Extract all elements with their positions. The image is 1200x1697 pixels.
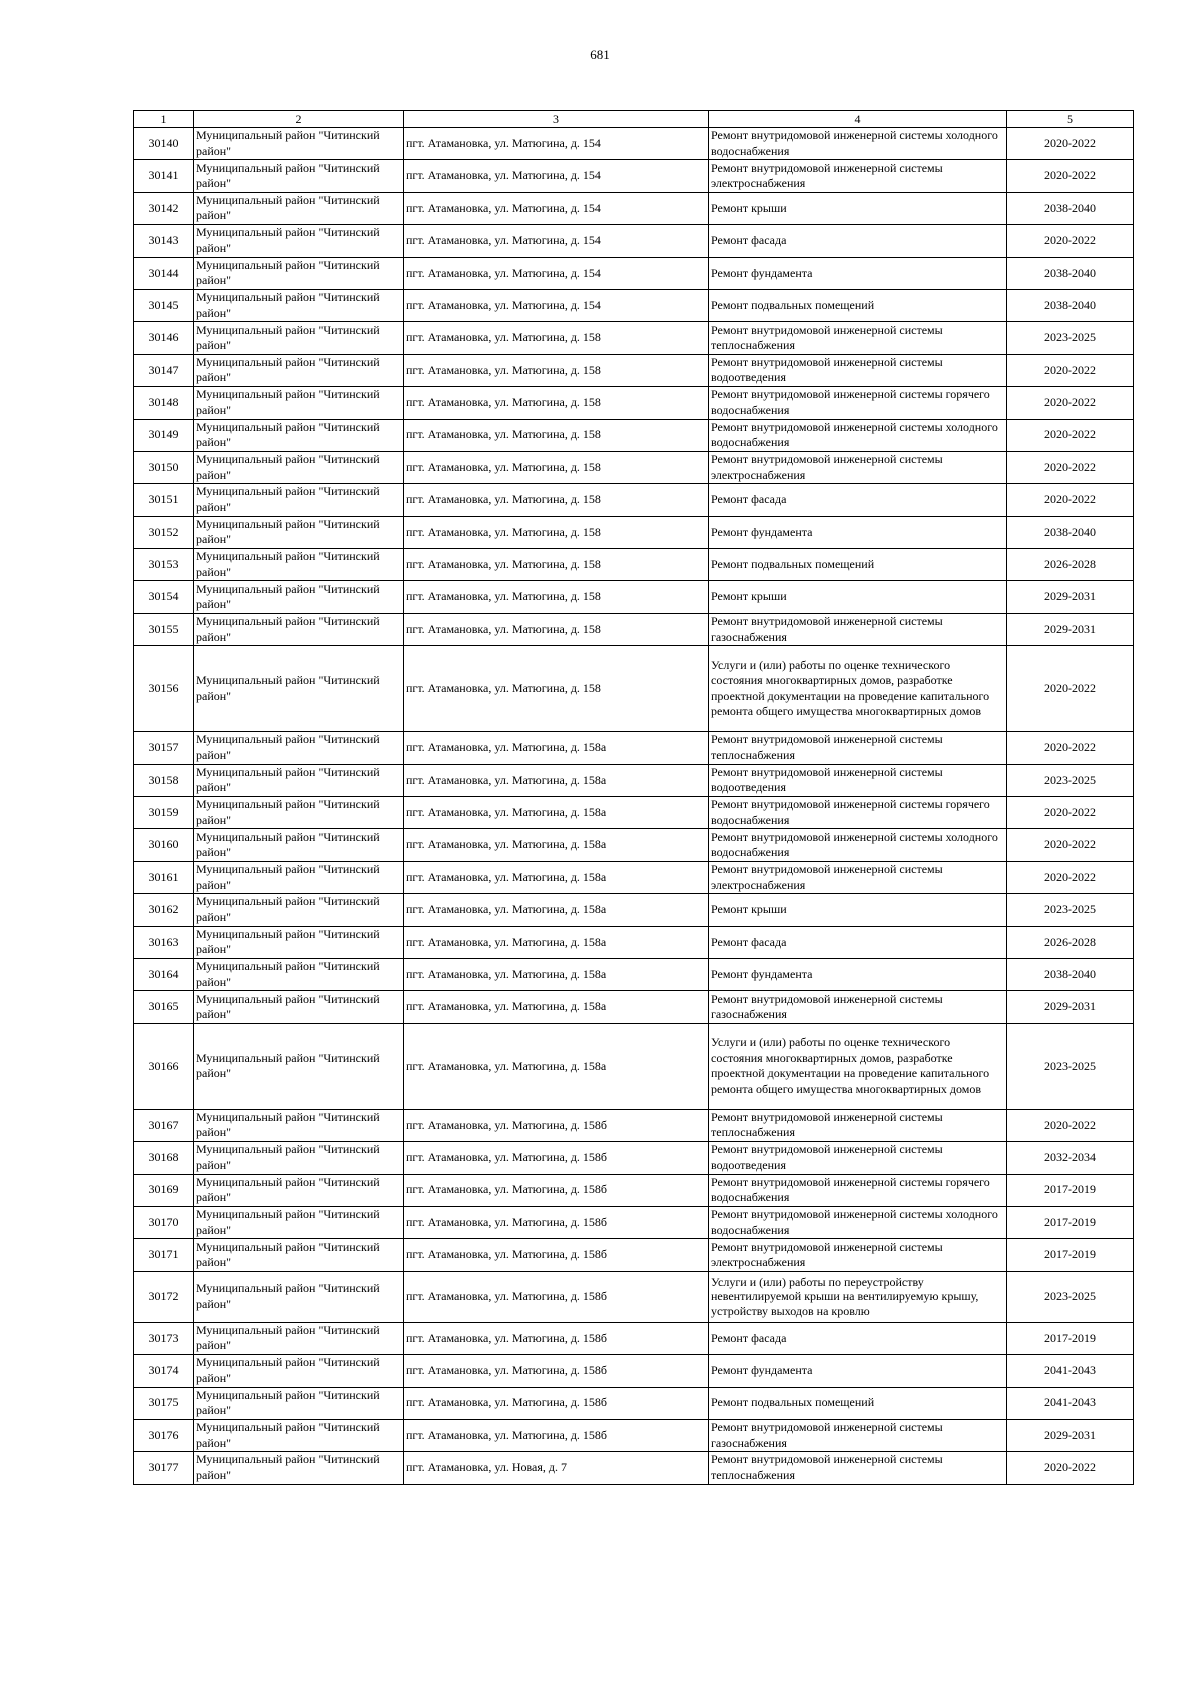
cell-period: 2020-2022	[1007, 861, 1134, 893]
cell-period: 2038-2040	[1007, 516, 1134, 548]
cell-municipality: Муниципальный район "Читинский район"	[194, 1322, 404, 1354]
cell-period: 2038-2040	[1007, 257, 1134, 289]
cell-municipality: Муниципальный район "Читинский район"	[194, 646, 404, 732]
page-number: 681	[590, 47, 610, 62]
cell-work-type: Ремонт внутридомовой инженерной системы газоснабжения	[709, 1419, 1007, 1451]
cell-work-type: Ремонт внутридомовой инженерной системы газоснабжения	[709, 613, 1007, 645]
cell-period: 2017-2019	[1007, 1322, 1134, 1354]
table-row	[134, 613, 1134, 645]
header-row	[134, 111, 1134, 128]
cell-period: 2038-2040	[1007, 289, 1134, 321]
cell-number: 30164	[134, 958, 194, 990]
cell-municipality: Муниципальный район "Читинский район"	[194, 1239, 404, 1271]
cell-number: 30142	[134, 192, 194, 224]
cell-period: 2017-2019	[1007, 1174, 1134, 1206]
header-col-5: 5	[1007, 111, 1134, 128]
cell-address: пгт. Атамановка, ул. Матюгина, д. 154	[404, 128, 709, 160]
cell-period: 2020-2022	[1007, 451, 1134, 483]
table-row	[134, 128, 1134, 160]
cell-address: пгт. Атамановка, ул. Матюгина, д. 158	[404, 419, 709, 451]
cell-work-type: Ремонт крыши	[709, 894, 1007, 926]
header-col-4: 4	[709, 111, 1007, 128]
cell-period: 2032-2034	[1007, 1142, 1134, 1174]
table-row	[134, 257, 1134, 289]
table-row	[134, 322, 1134, 354]
table-body	[134, 128, 1134, 1485]
cell-address: пгт. Атамановка, ул. Матюгина, д. 158б	[404, 1387, 709, 1419]
cell-municipality: Муниципальный район "Читинский район"	[194, 192, 404, 224]
cell-address: пгт. Атамановка, ул. Матюгина, д. 158а	[404, 797, 709, 829]
cell-number: 30159	[134, 797, 194, 829]
cell-address: пгт. Атамановка, ул. Матюгина, д. 158	[404, 451, 709, 483]
table-row	[134, 387, 1134, 419]
cell-municipality: Муниципальный район "Читинский район"	[194, 128, 404, 160]
cell-address: пгт. Атамановка, ул. Новая, д. 7	[404, 1452, 709, 1484]
cell-number: 30172	[134, 1271, 194, 1322]
cell-address: пгт. Атамановка, ул. Матюгина, д. 158б	[404, 1109, 709, 1141]
cell-work-type: Ремонт подвальных помещений	[709, 1387, 1007, 1419]
table-row	[134, 1239, 1134, 1271]
table-row	[134, 991, 1134, 1023]
cell-work-type: Ремонт внутридомовой инженерной системы холодного водоснабжения	[709, 1206, 1007, 1238]
cell-address: пгт. Атамановка, ул. Матюгина, д. 158	[404, 387, 709, 419]
cell-address: пгт. Атамановка, ул. Матюгина, д. 158а	[404, 1023, 709, 1109]
cell-address: пгт. Атамановка, ул. Матюгина, д. 154	[404, 257, 709, 289]
cell-number: 30146	[134, 322, 194, 354]
cell-municipality: Муниципальный район "Читинский район"	[194, 322, 404, 354]
cell-work-type: Ремонт внутридомовой инженерной системы водоотведения	[709, 354, 1007, 386]
cell-address: пгт. Атамановка, ул. Матюгина, д. 158б	[404, 1174, 709, 1206]
cell-work-type: Услуги и (или) работы по оценке технического состояния многоквартирных домов, разработке проектной документации на проведение капитального ремонта общего имущества многоквартирных домов	[709, 646, 1007, 732]
cell-municipality: Муниципальный район "Читинский район"	[194, 1206, 404, 1238]
cell-number: 30167	[134, 1109, 194, 1141]
table-row	[134, 581, 1134, 613]
cell-municipality: Муниципальный район "Читинский район"	[194, 549, 404, 581]
cell-period: 2023-2025	[1007, 1271, 1134, 1322]
cell-address: пгт. Атамановка, ул. Матюгина, д. 158б	[404, 1142, 709, 1174]
cell-period: 2020-2022	[1007, 732, 1134, 764]
cell-period: 2020-2022	[1007, 128, 1134, 160]
cell-address: пгт. Атамановка, ул. Матюгина, д. 158а	[404, 894, 709, 926]
cell-number: 30161	[134, 861, 194, 893]
cell-address: пгт. Атамановка, ул. Матюгина, д. 158б	[404, 1419, 709, 1451]
table-row	[134, 958, 1134, 990]
cell-municipality: Муниципальный район "Читинский район"	[194, 160, 404, 192]
table-row	[134, 354, 1134, 386]
cell-address: пгт. Атамановка, ул. Матюгина, д. 158а	[404, 926, 709, 958]
cell-work-type: Ремонт внутридомовой инженерной системы горячего водоснабжения	[709, 1174, 1007, 1206]
cell-number: 30153	[134, 549, 194, 581]
table-row	[134, 1206, 1134, 1238]
cell-work-type: Ремонт внутридомовой инженерной системы электроснабжения	[709, 451, 1007, 483]
cell-number: 30158	[134, 764, 194, 796]
cell-work-type: Ремонт внутридомовой инженерной системы водоотведения	[709, 764, 1007, 796]
cell-work-type: Ремонт внутридомовой инженерной системы водоотведения	[709, 1142, 1007, 1174]
table-row	[134, 646, 1134, 732]
cell-work-type: Ремонт фасада	[709, 926, 1007, 958]
cell-address: пгт. Атамановка, ул. Матюгина, д. 158	[404, 484, 709, 516]
cell-number: 30145	[134, 289, 194, 321]
table-row	[134, 1174, 1134, 1206]
cell-municipality: Муниципальный район "Читинский район"	[194, 861, 404, 893]
cell-period: 2020-2022	[1007, 646, 1134, 732]
cell-period: 2020-2022	[1007, 1109, 1134, 1141]
cell-work-type: Ремонт внутридомовой инженерной системы электроснабжения	[709, 861, 1007, 893]
cell-address: пгт. Атамановка, ул. Матюгина, д. 158б	[404, 1206, 709, 1238]
cell-address: пгт. Атамановка, ул. Матюгина, д. 158	[404, 549, 709, 581]
cell-work-type: Ремонт внутридомовой инженерной системы горячего водоснабжения	[709, 387, 1007, 419]
cell-number: 30150	[134, 451, 194, 483]
cell-number: 30176	[134, 1419, 194, 1451]
cell-municipality: Муниципальный район "Читинский район"	[194, 387, 404, 419]
cell-work-type: Ремонт крыши	[709, 581, 1007, 613]
table-row	[134, 1142, 1134, 1174]
cell-work-type: Ремонт внутридомовой инженерной системы горячего водоснабжения	[709, 797, 1007, 829]
cell-period: 2029-2031	[1007, 1419, 1134, 1451]
table-row	[134, 160, 1134, 192]
cell-address: пгт. Атамановка, ул. Матюгина, д. 158а	[404, 764, 709, 796]
cell-period: 2020-2022	[1007, 225, 1134, 257]
cell-number: 30140	[134, 128, 194, 160]
cell-work-type: Услуги и (или) работы по переустройству невентилируемой крыши на вентилируемую крышу, устройству выходов на кровлю	[709, 1271, 1007, 1322]
cell-work-type: Услуги и (или) работы по оценке технического состояния многоквартирных домов, разработке проектной документации на проведение капитального ремонта общего имущества многоквартирных домов	[709, 1023, 1007, 1109]
cell-municipality: Муниципальный район "Читинский район"	[194, 1142, 404, 1174]
cell-municipality: Муниципальный район "Читинский район"	[194, 1419, 404, 1451]
table-row	[134, 1023, 1134, 1109]
cell-work-type: Ремонт подвальных помещений	[709, 549, 1007, 581]
cell-work-type: Ремонт фасада	[709, 225, 1007, 257]
cell-work-type: Ремонт внутридомовой инженерной системы газоснабжения	[709, 991, 1007, 1023]
cell-period: 2026-2028	[1007, 926, 1134, 958]
cell-period: 2020-2022	[1007, 484, 1134, 516]
cell-number: 30152	[134, 516, 194, 548]
registry-table	[133, 110, 1134, 1485]
cell-address: пгт. Атамановка, ул. Матюгина, д. 158	[404, 322, 709, 354]
cell-address: пгт. Атамановка, ул. Матюгина, д. 154	[404, 289, 709, 321]
cell-work-type: Ремонт крыши	[709, 192, 1007, 224]
cell-municipality: Муниципальный район "Читинский район"	[194, 1355, 404, 1387]
table-row	[134, 484, 1134, 516]
cell-number: 30163	[134, 926, 194, 958]
table-row	[134, 225, 1134, 257]
cell-municipality: Муниципальный район "Читинский район"	[194, 484, 404, 516]
cell-work-type: Ремонт внутридомовой инженерной системы теплоснабжения	[709, 322, 1007, 354]
cell-address: пгт. Атамановка, ул. Матюгина, д. 158а	[404, 732, 709, 764]
cell-municipality: Муниципальный район "Читинский район"	[194, 797, 404, 829]
cell-number: 30154	[134, 581, 194, 613]
cell-period: 2023-2025	[1007, 1023, 1134, 1109]
table-row	[134, 516, 1134, 548]
cell-number: 30162	[134, 894, 194, 926]
table-row	[134, 894, 1134, 926]
cell-municipality: Муниципальный район "Читинский район"	[194, 354, 404, 386]
cell-period: 2038-2040	[1007, 192, 1134, 224]
cell-period: 2041-2043	[1007, 1387, 1134, 1419]
cell-work-type: Ремонт внутридомовой инженерной системы холодного водоснабжения	[709, 419, 1007, 451]
table-row	[134, 1419, 1134, 1451]
cell-address: пгт. Атамановка, ул. Матюгина, д. 158б	[404, 1322, 709, 1354]
table-row	[134, 549, 1134, 581]
cell-period: 2020-2022	[1007, 160, 1134, 192]
cell-work-type: Ремонт фундамента	[709, 958, 1007, 990]
cell-address: пгт. Атамановка, ул. Матюгина, д. 158	[404, 581, 709, 613]
table-row	[134, 419, 1134, 451]
table-row	[134, 1109, 1134, 1141]
cell-work-type: Ремонт внутридомовой инженерной системы холодного водоснабжения	[709, 128, 1007, 160]
cell-number: 30174	[134, 1355, 194, 1387]
cell-address: пгт. Атамановка, ул. Матюгина, д. 158	[404, 613, 709, 645]
cell-municipality: Муниципальный район "Читинский район"	[194, 1387, 404, 1419]
cell-period: 2026-2028	[1007, 549, 1134, 581]
cell-number: 30148	[134, 387, 194, 419]
cell-period: 2023-2025	[1007, 764, 1134, 796]
cell-municipality: Муниципальный район "Читинский район"	[194, 419, 404, 451]
table-row	[134, 829, 1134, 861]
cell-number: 30155	[134, 613, 194, 645]
cell-address: пгт. Атамановка, ул. Матюгина, д. 158б	[404, 1271, 709, 1322]
cell-number: 30168	[134, 1142, 194, 1174]
table-row	[134, 861, 1134, 893]
cell-number: 30160	[134, 829, 194, 861]
cell-municipality: Муниципальный район "Читинский район"	[194, 1174, 404, 1206]
cell-address: пгт. Атамановка, ул. Матюгина, д. 154	[404, 160, 709, 192]
table-row	[134, 451, 1134, 483]
cell-number: 30175	[134, 1387, 194, 1419]
table-header	[134, 111, 1134, 128]
cell-period: 2041-2043	[1007, 1355, 1134, 1387]
cell-period: 2029-2031	[1007, 581, 1134, 613]
cell-municipality: Муниципальный район "Читинский район"	[194, 516, 404, 548]
cell-municipality: Муниципальный район "Читинский район"	[194, 829, 404, 861]
cell-address: пгт. Атамановка, ул. Матюгина, д. 158а	[404, 829, 709, 861]
cell-municipality: Муниципальный район "Читинский район"	[194, 451, 404, 483]
cell-address: пгт. Атамановка, ул. Матюгина, д. 158б	[404, 1355, 709, 1387]
cell-number: 30147	[134, 354, 194, 386]
cell-period: 2020-2022	[1007, 354, 1134, 386]
table-row	[134, 1387, 1134, 1419]
cell-work-type: Ремонт подвальных помещений	[709, 289, 1007, 321]
cell-work-type: Ремонт фундамента	[709, 1355, 1007, 1387]
cell-municipality: Муниципальный район "Читинский район"	[194, 926, 404, 958]
table-row	[134, 1271, 1134, 1322]
table-row	[134, 289, 1134, 321]
cell-number: 30156	[134, 646, 194, 732]
cell-municipality: Муниципальный район "Читинский район"	[194, 257, 404, 289]
cell-municipality: Муниципальный район "Читинский район"	[194, 894, 404, 926]
cell-work-type: Ремонт фасада	[709, 484, 1007, 516]
cell-period: 2023-2025	[1007, 322, 1134, 354]
cell-number: 30149	[134, 419, 194, 451]
cell-municipality: Муниципальный район "Читинский район"	[194, 991, 404, 1023]
cell-period: 2023-2025	[1007, 894, 1134, 926]
cell-work-type: Ремонт внутридомовой инженерной системы электроснабжения	[709, 1239, 1007, 1271]
cell-work-type: Ремонт фундамента	[709, 516, 1007, 548]
cell-number: 30157	[134, 732, 194, 764]
cell-municipality: Муниципальный район "Читинский район"	[194, 958, 404, 990]
cell-period: 2038-2040	[1007, 958, 1134, 990]
cell-address: пгт. Атамановка, ул. Матюгина, д. 158а	[404, 861, 709, 893]
cell-work-type: Ремонт фасада	[709, 1322, 1007, 1354]
cell-number: 30170	[134, 1206, 194, 1238]
header-col-2: 2	[194, 111, 404, 128]
table-row	[134, 926, 1134, 958]
cell-municipality: Муниципальный район "Читинский район"	[194, 289, 404, 321]
header-col-1: 1	[134, 111, 194, 128]
cell-period: 2029-2031	[1007, 613, 1134, 645]
cell-address: пгт. Атамановка, ул. Матюгина, д. 158	[404, 516, 709, 548]
cell-number: 30141	[134, 160, 194, 192]
cell-period: 2020-2022	[1007, 419, 1134, 451]
table-row	[134, 1355, 1134, 1387]
cell-period: 2020-2022	[1007, 797, 1134, 829]
cell-period: 2017-2019	[1007, 1239, 1134, 1271]
cell-municipality: Муниципальный район "Читинский район"	[194, 1452, 404, 1484]
cell-period: 2017-2019	[1007, 1206, 1134, 1238]
cell-number: 30144	[134, 257, 194, 289]
cell-number: 30165	[134, 991, 194, 1023]
cell-address: пгт. Атамановка, ул. Матюгина, д. 158	[404, 646, 709, 732]
cell-municipality: Муниципальный район "Читинский район"	[194, 1271, 404, 1322]
cell-work-type: Ремонт внутридомовой инженерной системы теплоснабжения	[709, 1109, 1007, 1141]
table-row	[134, 192, 1134, 224]
header-col-3: 3	[404, 111, 709, 128]
table-row	[134, 764, 1134, 796]
cell-municipality: Муниципальный район "Читинский район"	[194, 1023, 404, 1109]
cell-work-type: Ремонт внутридомовой инженерной системы электроснабжения	[709, 160, 1007, 192]
table-row	[134, 732, 1134, 764]
cell-period: 2020-2022	[1007, 829, 1134, 861]
cell-municipality: Муниципальный район "Читинский район"	[194, 581, 404, 613]
cell-number: 30143	[134, 225, 194, 257]
cell-municipality: Муниципальный район "Читинский район"	[194, 225, 404, 257]
table-row	[134, 797, 1134, 829]
cell-work-type: Ремонт внутридомовой инженерной системы теплоснабжения	[709, 732, 1007, 764]
cell-address: пгт. Атамановка, ул. Матюгина, д. 158а	[404, 958, 709, 990]
table-row	[134, 1452, 1134, 1484]
cell-address: пгт. Атамановка, ул. Матюгина, д. 158б	[404, 1239, 709, 1271]
cell-period: 2020-2022	[1007, 387, 1134, 419]
cell-municipality: Муниципальный район "Читинский район"	[194, 613, 404, 645]
cell-work-type: Ремонт внутридомовой инженерной системы теплоснабжения	[709, 1452, 1007, 1484]
cell-work-type: Ремонт внутридомовой инженерной системы холодного водоснабжения	[709, 829, 1007, 861]
cell-municipality: Муниципальный район "Читинский район"	[194, 732, 404, 764]
cell-work-type: Ремонт фундамента	[709, 257, 1007, 289]
cell-number: 30169	[134, 1174, 194, 1206]
cell-address: пгт. Атамановка, ул. Матюгина, д. 154	[404, 225, 709, 257]
cell-number: 30177	[134, 1452, 194, 1484]
cell-address: пгт. Атамановка, ул. Матюгина, д. 158	[404, 354, 709, 386]
cell-number: 30173	[134, 1322, 194, 1354]
cell-municipality: Муниципальный район "Читинский район"	[194, 764, 404, 796]
cell-number: 30166	[134, 1023, 194, 1109]
cell-address: пгт. Атамановка, ул. Матюгина, д. 154	[404, 192, 709, 224]
cell-period: 2020-2022	[1007, 1452, 1134, 1484]
table-row	[134, 1322, 1134, 1354]
cell-address: пгт. Атамановка, ул. Матюгина, д. 158а	[404, 991, 709, 1023]
cell-period: 2029-2031	[1007, 991, 1134, 1023]
cell-number: 30151	[134, 484, 194, 516]
cell-municipality: Муниципальный район "Читинский район"	[194, 1109, 404, 1141]
cell-number: 30171	[134, 1239, 194, 1271]
